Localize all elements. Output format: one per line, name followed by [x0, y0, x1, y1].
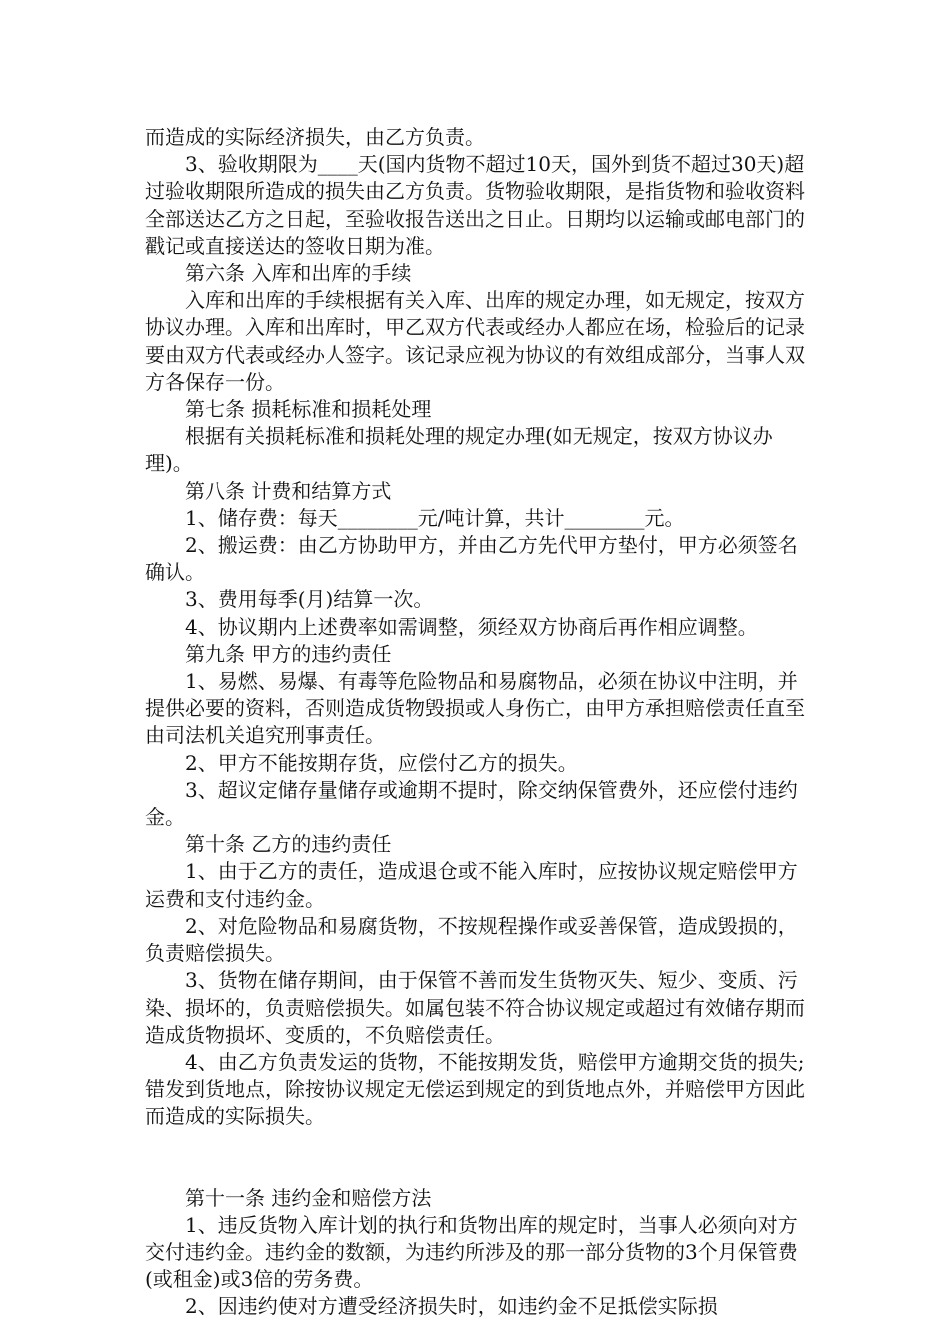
- paragraph: 3、超议定储存量储存或逾期不提时，除交纳保管费外，还应偿付违约金。: [145, 777, 798, 830]
- paragraph: 4、由乙方负责发运的货物，不能按期发货，赔偿甲方逾期交货的损失;错发到货地点，除按协议规定无偿运到规定的到货地点外，并赔偿甲方因此而造成的实际损失。: [145, 1049, 805, 1129]
- paragraph: 2、甲方不能按期存货，应偿付乙方的损失。: [185, 750, 578, 775]
- paragraph-gap: [145, 1131, 810, 1185]
- section-heading: 第七条 损耗标准和损耗处理: [185, 397, 432, 422]
- paragraph: 入库和出库的手续根据有关入库、出库的规定办理，如无规定，按双方协议办理。入库和出库时，甲乙双方代表或经办人都应在场，检验后的记录要由双方代表或经办人签字。该记录应视为协议的有效组成部分，当事人双方各保存一份。: [145, 288, 805, 394]
- paragraph: 2、因违约使对方遭受经济损失时，如违约金不足抵偿实际损: [185, 1294, 718, 1319]
- section-heading: 第八条 计费和结算方式: [185, 478, 392, 503]
- paragraph: 3、验收期限为____天(国内货物不超过10天，国外到货不超过30天)超过验收期限所造成的损失由乙方负责。货物验收期限，是指货物和验收资料全部送达乙方之日起，至验收报告送出之日止。日期均以运输或邮电部门的戳记或直接送达的签收日期为准。: [145, 152, 805, 258]
- paragraph: 而造成的实际经济损失，由乙方负责。: [145, 125, 485, 149]
- paragraph: 3、货物在储存期间，由于保管不善而发生货物灭失、短少、变质、污染、损坏的，负责赔偿损失。如属包装不符合协议规定或超过有效储存期而造成货物损坏、变质的，不负赔偿责任。: [145, 968, 805, 1047]
- paragraph: 4、协议期内上述费率如需调整，须经双方协商后再作相应调整。: [185, 614, 758, 639]
- section-heading: 第九条 甲方的违约责任: [185, 641, 392, 666]
- paragraph: 3、费用每季(月)结算一次。: [185, 587, 434, 612]
- paragraph: 1、由于乙方的责任，造成退仓或不能入库时，应按协议规定赔偿甲方运费和支付违约金。: [145, 859, 798, 911]
- paragraph: 2、搬运费：由乙方协助甲方，并由乙方先代甲方垫付，甲方必须签名确认。: [145, 533, 798, 585]
- paragraph: 1、储存费：每天________元/吨计算，共计________元。: [185, 505, 685, 530]
- section-heading: 第十一条 违约金和赔偿方法: [185, 1185, 432, 1210]
- document-page: [145, 124, 810, 1321]
- section-heading: 第十条 乙方的违约责任: [185, 832, 392, 857]
- section-heading: 第六条 入库和出库的手续: [185, 261, 412, 286]
- paragraph: 根据有关损耗标准和损耗处理的规定办理(如无规定，按双方协议办理)。: [145, 424, 773, 476]
- paragraph: 1、违反货物入库计划的执行和货物出库的规定时，当事人必须向对方交付违约金。违约金的数额，为违约所涉及的那一部分货物的3个月保管费(或租金)或3倍的劳务费。: [145, 1212, 798, 1292]
- paragraph: 1、易燃、易爆、有毒等危险物品和易腐物品，必须在协议中注明，并提供必要的资料，否则造成货物毁损或人身伤亡，由甲方承担赔偿责任直至由司法机关追究刑事责任。: [145, 669, 805, 748]
- paragraph: 2、对危险物品和易腐货物，不按规程操作或妥善保管，造成毁损的，负责赔偿损失。: [145, 913, 798, 966]
